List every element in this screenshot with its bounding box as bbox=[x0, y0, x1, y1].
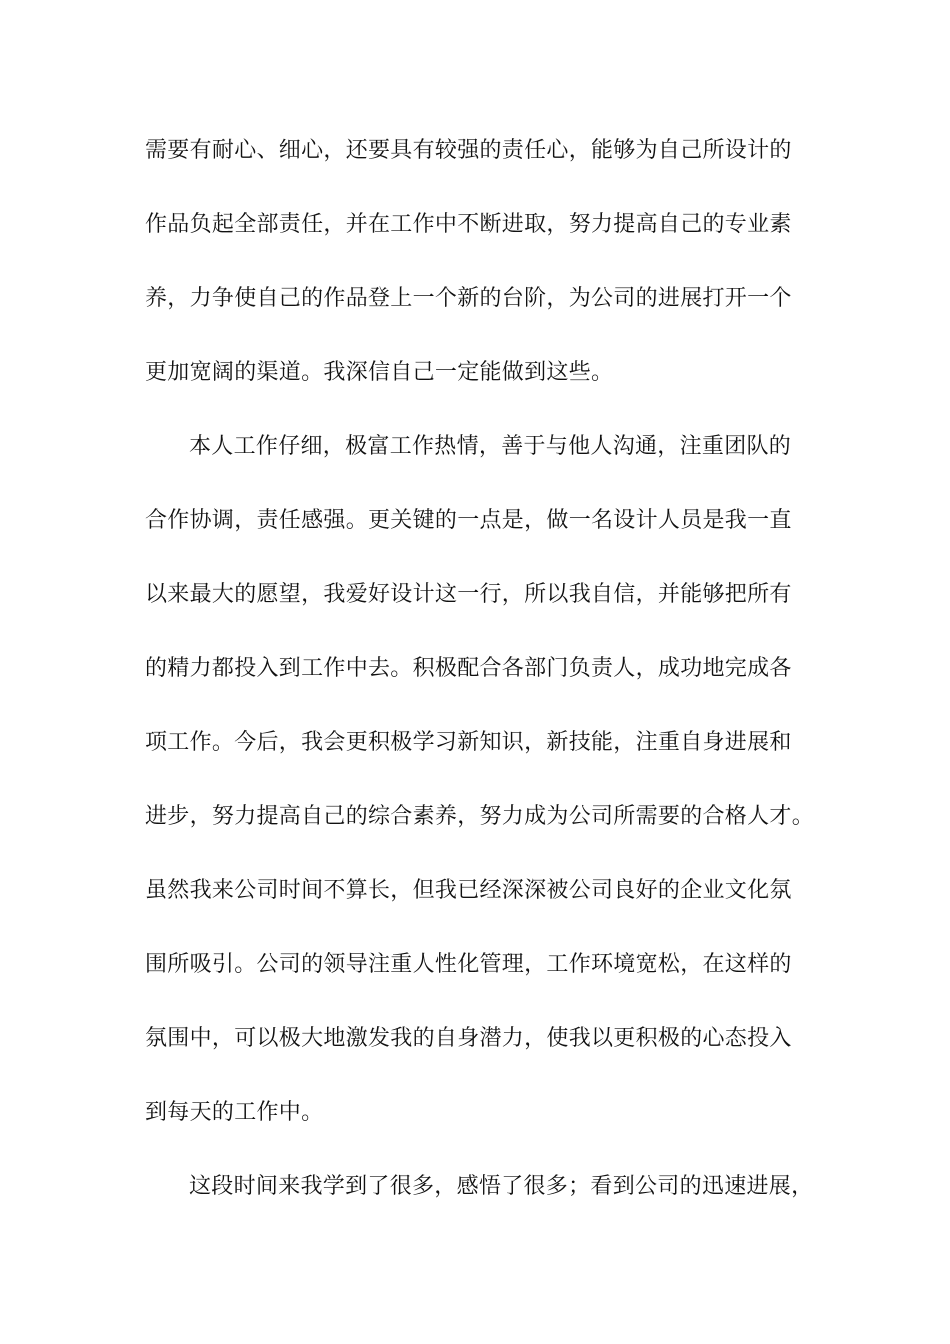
text-line: 作品负起全部责任，并在工作中不断进取，努力提高自己的专业素 bbox=[145, 212, 792, 237]
text-line: 养，力争使自己的作品登上一个新的台阶，为公司的进展打开一个 bbox=[145, 286, 792, 311]
paragraph-start-line: 这段时间来我学到了很多，感悟了很多；看到公司的迅速进展， bbox=[189, 1174, 814, 1199]
text-line: 合作协调，责任感强。更关键的一点是，做一名设计人员是我一直 bbox=[145, 508, 792, 533]
text-line: 虽然我来公司时间不算长，但我已经深深被公司良好的企业文化氛 bbox=[145, 878, 792, 903]
text-line: 的精力都投入到工作中去。积极配合各部门负责人，成功地完成各 bbox=[145, 656, 792, 681]
text-line: 氛围中，可以极大地激发我的自身潜力，使我以更积极的心态投入 bbox=[145, 1026, 792, 1051]
document-body bbox=[145, 132, 825, 1242]
text-line: 进步，努力提高自己的综合素养，努力成为公司所需要的合格人才。 bbox=[145, 804, 815, 829]
text-line: 围所吸引。公司的领导注重人性化管理，工作环境宽松，在这样的 bbox=[145, 952, 792, 977]
text-line: 项工作。今后，我会更积极学习新知识，新技能，注重自身进展和 bbox=[145, 730, 792, 755]
text-line: 更加宽阔的渠道。我深信自己一定能做到这些。 bbox=[145, 360, 614, 385]
paragraph-start-line: 本人工作仔细，极富工作热情，善于与他人沟通，注重团队的 bbox=[189, 434, 792, 459]
text-line: 需要有耐心、细心，还要具有较强的责任心，能够为自己所设计的 bbox=[145, 138, 792, 163]
text-line: 以来最大的愿望，我爱好设计这一行，所以我自信，并能够把所有 bbox=[145, 582, 792, 607]
text-line: 到每天的工作中。 bbox=[145, 1100, 324, 1125]
